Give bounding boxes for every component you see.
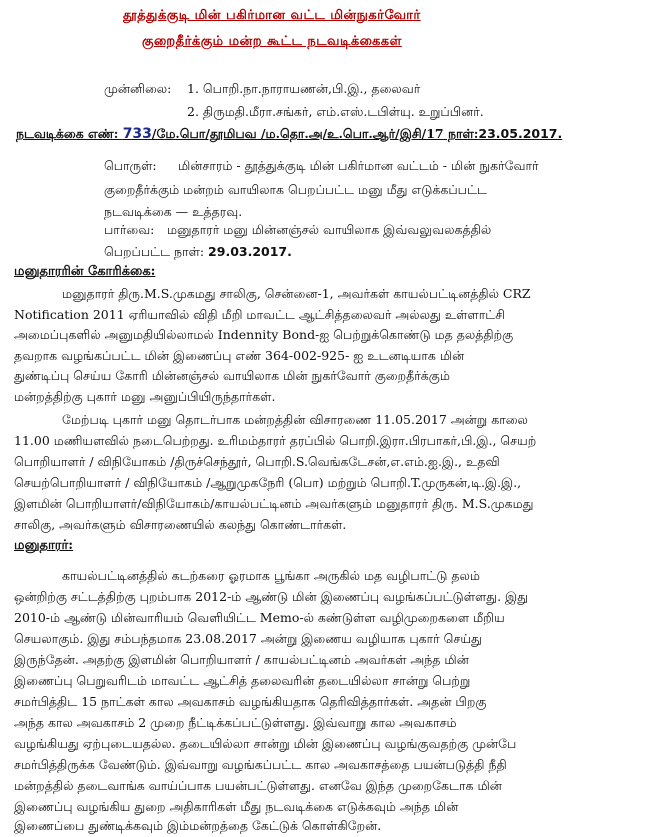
proceeding-number: 733 [122,126,152,142]
para1-line: அமைப்புகளில் அனுமதியில்லாமல் Indennity Bond-ஐ பெற்றுக்கொண்டு மத தலத்திற்கு [14,327,514,342]
para2-line: பொறியாளர் / விநியோகம் /திருச்செந்தூர், பொறி.S.வெங்கடேசன்,எ.எம்.ஐ.இ., உதவி [14,454,500,469]
title-line-2: குறைதீர்க்கும் மன்ற கூட்ட நடவடிக்கைகள் [142,34,402,49]
proceeding-date: 23.05.2017. [478,126,563,141]
title-line-1: தூத்துக்குடி மின் பகிர்மான வட்ட மின்நுகர்வோர் [123,8,421,23]
proceeding-prefix: நடவடிக்கை எண்: [16,126,123,141]
para2-line: சாலிகு, அவர்களும் விசாரணையில் கலந்து கொண்டார்கள். [14,517,347,532]
para3-line: சமர்பித்திருக்க வேண்டும். இவ்வாறு வழங்கப்பட்ட கால அவகாசத்தை பயன்படுத்தி நீதி [14,757,507,772]
para3-line: செயலாகும். இது சம்பந்தமாக 23.08.2017 அன்று இணைய வழியாக புகார் செய்து [14,631,482,646]
para3-line: மன்றத்தில் தடைவாங்க வாய்ப்பாக பயன்பட்டுள்ளது. எனவே இந்த முறைகேடாக மின் [14,778,502,793]
para1-line: மனுதாரர் திரு.M.S.முகமது சாலிகு, சென்னை-1, அவர்கள் காயல்பட்டினத்தில் CRZ [62,286,531,301]
reference-date: 29.03.2017. [208,244,292,259]
para2-line: மேற்படி புகார் மனு தொடர்பாக மன்றத்தின் விசாரணை 11.05.2017 அன்று காலை [62,412,528,427]
presence-member-2: 2. திருமதி.மீரா.சங்கர், எம்.எஸ்.டபிள்யு. உறுப்பினர். [187,104,484,119]
proceeding-date-label: நாள்: [443,126,479,141]
reference-line-2 [104,242,292,262]
para3-line: இணைப்பை துண்டிக்கவும் இம்மன்றத்தை கேட்டுக் கொள்கிறேன். [14,818,382,833]
reference-label: பார்வை: [104,222,155,237]
para3-line: ஒன்றிற்கு சட்டத்திற்கு புறம்பாக 2012-ம் ஆண்டு மின் இணைப்பு வழங்கப்பட்டுள்ளது. இது [14,589,529,604]
subject-line-3: நடவடிக்கை — உத்தரவு. [104,204,243,219]
para3-line: இணைப்பு பெறுவரிடம் மாவட்ட ஆட்சித் தலைவரின் தடையில்லா சான்று பெற்று [14,673,471,688]
proceeding-line [16,124,562,144]
section-petition-heading: மனுதாரரின் கோரிக்கை: [14,264,156,279]
subject-line-1: மின்சாரம் - தூத்துக்குடி மின் பகிர்மான வட்டம் - மின் நுகர்வோர் [178,158,539,173]
para1-line: தவறாக வழங்கப்பட்ட மின் இணைப்பு எண் 364-002-925- ஐ உடனடியாக மின் [14,348,465,363]
para3-line: சமர்பித்திட 15 நாட்கள் கால அவகாசம் வழங்கியதாக தெரிவித்தார்கள். அதன் பிறகு [14,694,487,709]
proceeding-ref: /மே.பொ/தூமிபவ /ம.தொ.அ/உ.பொ.ஆர்/இசி/17 [151,126,444,141]
reference-line-1: மனுதாரர் மனு மின்னஞ்சல் வாயிலாக இவ்வலுவலகத்தில் [167,222,492,237]
para1-line: Notification 2011 ஏரியாவில் விதி மீறி மாவட்ட ஆட்சித்தலைவர் அல்லது உள்ளாட்சி [14,307,505,322]
para3-line: 2010-ம் ஆண்டு மின்வாரியம் வெளியிட்ட Memo-ல் கண்டுள்ள வழிமுறைகளை மீறிய [14,610,505,625]
para2-line: செயற்பொறியாளர் / விநியோகம் /ஆறுமுகநேரி (பொ) மற்றும் பொறி.T.முருகன்,டி.இ.இ., [14,475,522,490]
para3-line: இருந்தேன். அதற்கு இளமின் பொறியாளர் / காயல்பட்டினம் அவர்கள் அந்த மின் [14,652,469,667]
subject-label: பொருள்: [104,158,157,173]
para2-line: 11.00 மணியளவில் நடைபெற்றது. உரிமம்தாரர் தரப்பில் பொறி.இரா.பிரபாகர்,பி.இ., செயற் [14,433,537,448]
para3-line: வழங்கியது ஏற்புடையதல்ல. தடையில்லா சான்று மின் இணைப்பு வழங்குவதற்கு முன்பே [14,736,517,751]
reference-date-label: பெறப்பட்ட நாள்: [104,244,205,259]
subject-line-2: குறைதீர்க்கும் மன்றம் வாயிலாக பெறப்பட்ட மனு மீது எடுக்கப்பட்ட [104,182,487,197]
para2-line: இளமின் பொறியாளர்/விநியோகம்/காயல்பட்டினம் அவர்களும் மனுதாரர் திரு. M.S.முகமது [14,496,534,511]
para1-line: மன்றத்திற்கு புகார் மனு அனுப்பியிருந்தார்கள். [14,389,276,404]
para3-line: அந்த கால அவகாசம் 2 முறை நீட்டிக்கப்பட்டுள்ளது. இவ்வாறு கால அவகாசம் [14,715,457,730]
presence-member-1: 1. பொறி.நா.நாராயணன்,பி.இ., தலைவர் [187,81,421,96]
para3-line: இணைப்பு வழங்கிய துறை அதிகாரிகள் மீது நடவடிக்கை எடுக்கவும் அந்த மின் [14,799,459,814]
section-petitioner-heading: மனுதாரர்: [14,538,74,553]
presence-label: முன்னிலை: [104,81,172,96]
para3-line: காயல்பட்டினத்தில் கடற்கரை ஓரமாக பூங்கா அருகில் மத வழிபாட்டு தலம் [62,568,480,583]
para1-line: துண்டிப்பு செய்ய கோரி மின்னஞ்சல் வாயிலாக மின் நுகர்வோர் குறைதீர்க்கும் [14,368,450,383]
